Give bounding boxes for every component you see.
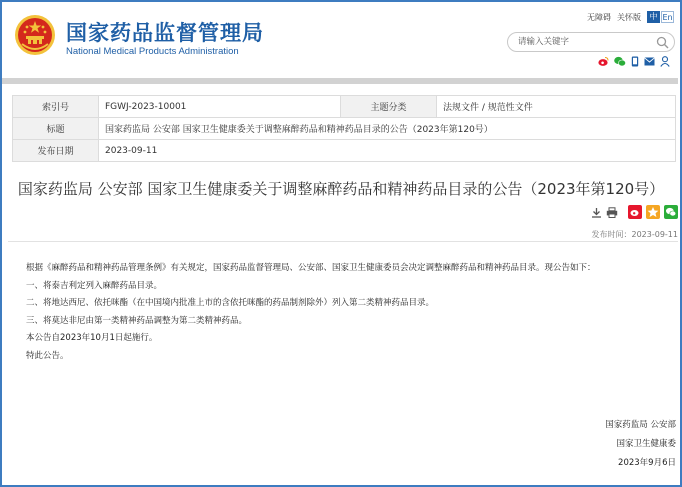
index-label: 索引号 [13,96,99,118]
site-header [2,2,678,76]
search-icon[interactable] [656,36,669,49]
wechat-icon[interactable] [614,56,626,67]
lang-en-button[interactable]: En [662,13,673,22]
accessible-link[interactable]: 无障碍 [587,12,611,22]
paragraph: 本公告自2023年10月1日起施行。 [26,333,158,343]
weibo-icon[interactable] [598,56,609,67]
meta-row-index [13,96,676,118]
title-value: 国家药监局 公安部 国家卫生健康委关于调整麻醉药品和精神药品目录的公告（2023年第120号） [99,118,676,140]
date-value: 2023-09-11 [99,140,676,162]
article-body [26,260,666,365]
search-box [507,32,675,52]
user-icon[interactable] [660,56,670,67]
paragraph: 根据《麻醉药品和精神药品管理条例》有关规定，国家药品监督管理局、公安部、国家卫生健康委员会决定调整麻醉药品和精神药品目录。现公告如下： [26,263,596,273]
social-icons [598,56,670,67]
document-metadata-table [12,95,676,162]
meta-row-title [13,118,676,140]
paragraph: 特此公告。 [26,350,69,361]
title-label: 标题 [13,118,99,140]
date-label: 发布日期 [13,140,99,162]
national-emblem-icon[interactable] [14,14,56,56]
search-input[interactable] [518,35,648,49]
site-name-en[interactable]: National Medical Products Administration [66,46,239,57]
index-value: FGWJ-2023-10001 [99,96,341,118]
share-weibo-icon[interactable] [628,205,642,219]
mobile-icon[interactable] [631,56,639,67]
mail-icon[interactable] [644,57,655,66]
header-divider [2,78,678,84]
share-wechat-icon[interactable] [664,205,678,219]
lang-cn-button[interactable]: 中 [647,11,660,23]
paragraph: 一、将泰吉利定列入麻醉药品目录。 [26,280,163,291]
signature-issuer-2: 国家卫生健康委 [616,439,676,449]
print-icon[interactable] [606,207,618,218]
site-name-cn[interactable]: 国家药品监督管理局 [66,21,264,45]
category-label: 主题分类 [341,96,437,118]
share-qzone-icon[interactable] [646,205,660,219]
top-links [587,10,674,24]
article-tools [591,205,678,219]
signature-date: 2023年9月6日 [618,458,676,468]
content-divider [8,241,678,242]
article-title: 国家药监局 公安部 国家卫生健康委关于调整麻醉药品和精神药品目录的公告（2023年第120号） [17,180,665,198]
paragraph: 二、将地达西尼、依托咪酯（在中国境内批准上市的含依托咪酯的药品制剂除外）列入第二类精神药品目录。 [26,298,435,308]
signature-issuer-1: 国家药监局 公安部 [605,420,676,430]
paragraph: 三、将莫达非尼由第一类精神药品调整为第二类精神药品。 [26,315,248,326]
category-value: 法规文件 / 规范性文件 [437,96,676,118]
care-mode-link[interactable]: 关怀版 [617,12,641,22]
download-icon[interactable] [591,207,602,218]
publish-time: 发布时间：2023-09-11 [591,230,678,239]
meta-row-date [13,140,676,162]
